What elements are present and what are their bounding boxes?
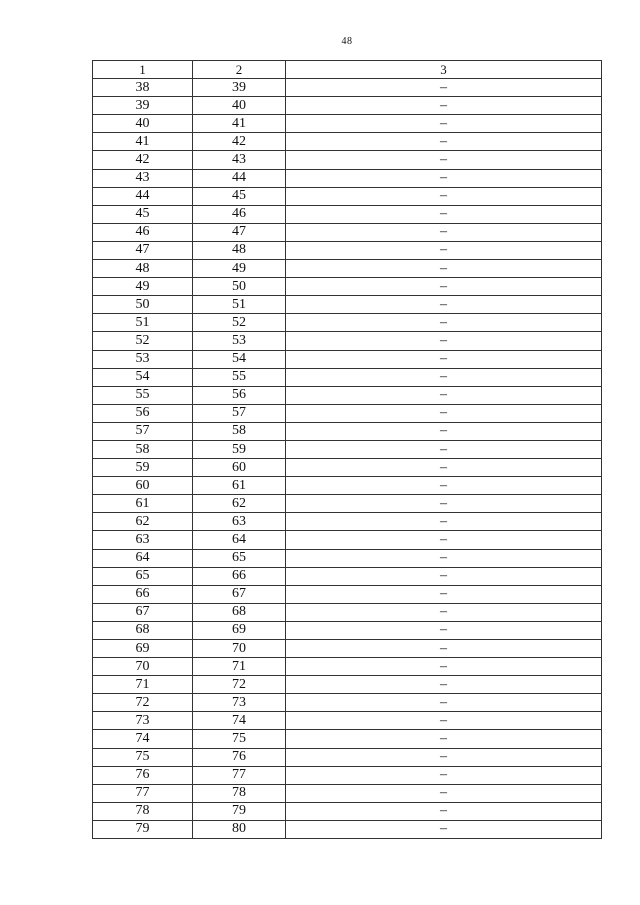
table-row [93, 495, 602, 513]
table-row [93, 79, 602, 97]
table-cell-col-1: 59 [93, 459, 193, 477]
table-cell-col-1: 64 [93, 549, 193, 567]
table-cell-col-1: 68 [93, 621, 193, 639]
table-cell-col-1: 69 [93, 640, 193, 658]
table-cell-col-3: – [286, 694, 602, 712]
table-cell-col-2: 39 [193, 79, 286, 97]
table-cell-col-2: 41 [193, 115, 286, 133]
table-cell-col-3: – [286, 567, 602, 585]
table-cell-col-3: – [286, 332, 602, 350]
table-cell-col-2: 53 [193, 332, 286, 350]
table-cell-col-1: 38 [93, 79, 193, 97]
table-cell-col-2: 48 [193, 241, 286, 259]
table-row [93, 404, 602, 422]
table-header-row [93, 61, 602, 79]
table-cell-col-2: 54 [193, 350, 286, 368]
table-cell-col-3: – [286, 241, 602, 259]
table-row [93, 820, 602, 838]
table-cell-col-1: 60 [93, 477, 193, 495]
table-row [93, 730, 602, 748]
table-row [93, 350, 602, 368]
table-cell-col-3: – [286, 350, 602, 368]
table-cell-col-3: – [286, 133, 602, 151]
table-cell-col-3: – [286, 513, 602, 531]
table-cell-col-2: 63 [193, 513, 286, 531]
table-cell-col-3: – [286, 223, 602, 241]
table-row [93, 260, 602, 278]
table-cell-col-3: – [286, 278, 602, 296]
table-cell-col-2: 45 [193, 187, 286, 205]
table-cell-col-3: – [286, 784, 602, 802]
table-cell-col-1: 53 [93, 350, 193, 368]
table-cell-col-3: – [286, 151, 602, 169]
table-cell-col-2: 47 [193, 223, 286, 241]
table-cell-col-2: 46 [193, 205, 286, 223]
table-cell-col-2: 79 [193, 802, 286, 820]
table-cell-col-1: 58 [93, 440, 193, 458]
table-cell-col-2: 75 [193, 730, 286, 748]
table-cell-col-3: – [286, 549, 602, 567]
table-row [93, 169, 602, 187]
table-cell-col-1: 71 [93, 676, 193, 694]
table-cell-col-2: 66 [193, 567, 286, 585]
table-cell-col-1: 72 [93, 694, 193, 712]
table-cell-col-2: 76 [193, 748, 286, 766]
table-cell-col-1: 70 [93, 658, 193, 676]
table-cell-col-1: 77 [93, 784, 193, 802]
table-row [93, 314, 602, 332]
table-cell-col-2: 74 [193, 712, 286, 730]
table-cell-col-3: – [286, 296, 602, 314]
table-cell-col-2: 72 [193, 676, 286, 694]
table-cell-col-2: 57 [193, 404, 286, 422]
table-cell-col-2: 62 [193, 495, 286, 513]
table-cell-col-3: – [286, 440, 602, 458]
table-cell-col-2: 56 [193, 386, 286, 404]
table-cell-col-3: – [286, 802, 602, 820]
table-row [93, 676, 602, 694]
table-cell-col-1: 66 [93, 585, 193, 603]
table-cell-col-1: 42 [93, 151, 193, 169]
table-row [93, 97, 602, 115]
table-cell-col-3: – [286, 676, 602, 694]
table-cell-col-3: – [286, 459, 602, 477]
table-cell-col-1: 41 [93, 133, 193, 151]
table-cell-col-2: 55 [193, 368, 286, 386]
table-cell-col-2: 80 [193, 820, 286, 838]
table-cell-col-3: – [286, 260, 602, 278]
table-cell-col-1: 47 [93, 241, 193, 259]
table-cell-col-1: 78 [93, 802, 193, 820]
table-cell-col-3: – [286, 495, 602, 513]
table-row [93, 513, 602, 531]
table-cell-col-1: 73 [93, 712, 193, 730]
table-cell-col-3: – [286, 314, 602, 332]
table-cell-col-2: 61 [193, 477, 286, 495]
table-cell-col-1: 62 [93, 513, 193, 531]
table-row [93, 712, 602, 730]
table-cell-col-1: 48 [93, 260, 193, 278]
table-row [93, 296, 602, 314]
table-row [93, 549, 602, 567]
table-row [93, 766, 602, 784]
table-row [93, 748, 602, 766]
table-cell-col-2: 42 [193, 133, 286, 151]
table-cell-col-3: – [286, 477, 602, 495]
table-cell-col-1: 63 [93, 531, 193, 549]
table-row [93, 278, 602, 296]
table-cell-col-2: 50 [193, 278, 286, 296]
table-cell-col-1: 56 [93, 404, 193, 422]
table-cell-col-2: 64 [193, 531, 286, 549]
table-cell-col-1: 51 [93, 314, 193, 332]
table-cell-col-3: – [286, 97, 602, 115]
table-row [93, 694, 602, 712]
table-cell-col-1: 52 [93, 332, 193, 350]
table-cell-col-1: 57 [93, 422, 193, 440]
table-row [93, 459, 602, 477]
page-number: 48 [341, 36, 353, 47]
table-cell-col-3: – [286, 205, 602, 223]
table-cell-col-1: 44 [93, 187, 193, 205]
table-row [93, 151, 602, 169]
table-body [93, 79, 602, 839]
table-cell-col-3: – [286, 621, 602, 639]
table-cell-col-1: 75 [93, 748, 193, 766]
table-cell-col-2: 70 [193, 640, 286, 658]
table-cell-col-2: 59 [193, 440, 286, 458]
table-cell-col-3: – [286, 115, 602, 133]
table-cell-col-3: – [286, 766, 602, 784]
table-row [93, 640, 602, 658]
column-header-1: 1 [93, 61, 193, 79]
table-cell-col-3: – [286, 730, 602, 748]
table-row [93, 531, 602, 549]
table-cell-col-1: 67 [93, 603, 193, 621]
table-row [93, 784, 602, 802]
table-cell-col-2: 44 [193, 169, 286, 187]
table-cell-col-3: – [286, 386, 602, 404]
table-cell-col-1: 40 [93, 115, 193, 133]
table-row [93, 422, 602, 440]
table-cell-col-2: 49 [193, 260, 286, 278]
table-cell-col-3: – [286, 404, 602, 422]
table-cell-col-1: 79 [93, 820, 193, 838]
table-row [93, 603, 602, 621]
table-cell-col-3: – [286, 368, 602, 386]
table-cell-col-3: – [286, 79, 602, 97]
table-row [93, 658, 602, 676]
table-cell-col-1: 45 [93, 205, 193, 223]
table-row [93, 241, 602, 259]
table-cell-col-1: 76 [93, 766, 193, 784]
table-cell-col-1: 65 [93, 567, 193, 585]
table-cell-col-1: 39 [93, 97, 193, 115]
table-cell-col-1: 54 [93, 368, 193, 386]
table-row [93, 332, 602, 350]
table-row [93, 802, 602, 820]
table-cell-col-3: – [286, 603, 602, 621]
table-row [93, 477, 602, 495]
table-cell-col-2: 78 [193, 784, 286, 802]
table-cell-col-3: – [286, 422, 602, 440]
table-row [93, 567, 602, 585]
table-cell-col-1: 74 [93, 730, 193, 748]
table-cell-col-2: 73 [193, 694, 286, 712]
table-cell-col-1: 55 [93, 386, 193, 404]
table-cell-col-3: – [286, 169, 602, 187]
table-cell-col-3: – [286, 712, 602, 730]
table-cell-col-3: – [286, 531, 602, 549]
table-cell-col-2: 58 [193, 422, 286, 440]
table-cell-col-3: – [286, 748, 602, 766]
table-cell-col-1: 46 [93, 223, 193, 241]
table-row [93, 386, 602, 404]
table-cell-col-2: 60 [193, 459, 286, 477]
table-cell-col-2: 65 [193, 549, 286, 567]
table-row [93, 223, 602, 241]
table-row [93, 440, 602, 458]
table-cell-col-1: 50 [93, 296, 193, 314]
table-cell-col-3: – [286, 658, 602, 676]
column-header-3: 3 [286, 61, 602, 79]
table-cell-col-3: – [286, 187, 602, 205]
table-cell-col-2: 71 [193, 658, 286, 676]
table-cell-col-2: 52 [193, 314, 286, 332]
table-row [93, 133, 602, 151]
data-table [92, 60, 602, 839]
table-cell-col-2: 68 [193, 603, 286, 621]
table-cell-col-1: 61 [93, 495, 193, 513]
table-row [93, 115, 602, 133]
table-cell-col-3: – [286, 820, 602, 838]
column-header-2: 2 [193, 61, 286, 79]
table-row [93, 205, 602, 223]
table-row [93, 585, 602, 603]
table-cell-col-2: 51 [193, 296, 286, 314]
table-row [93, 621, 602, 639]
table-row [93, 187, 602, 205]
table-cell-col-3: – [286, 585, 602, 603]
table-row [93, 368, 602, 386]
table-cell-col-2: 69 [193, 621, 286, 639]
table-cell-col-2: 40 [193, 97, 286, 115]
table-cell-col-2: 67 [193, 585, 286, 603]
table-cell-col-1: 43 [93, 169, 193, 187]
table-cell-col-2: 43 [193, 151, 286, 169]
table-cell-col-1: 49 [93, 278, 193, 296]
table-cell-col-2: 77 [193, 766, 286, 784]
table-cell-col-3: – [286, 640, 602, 658]
